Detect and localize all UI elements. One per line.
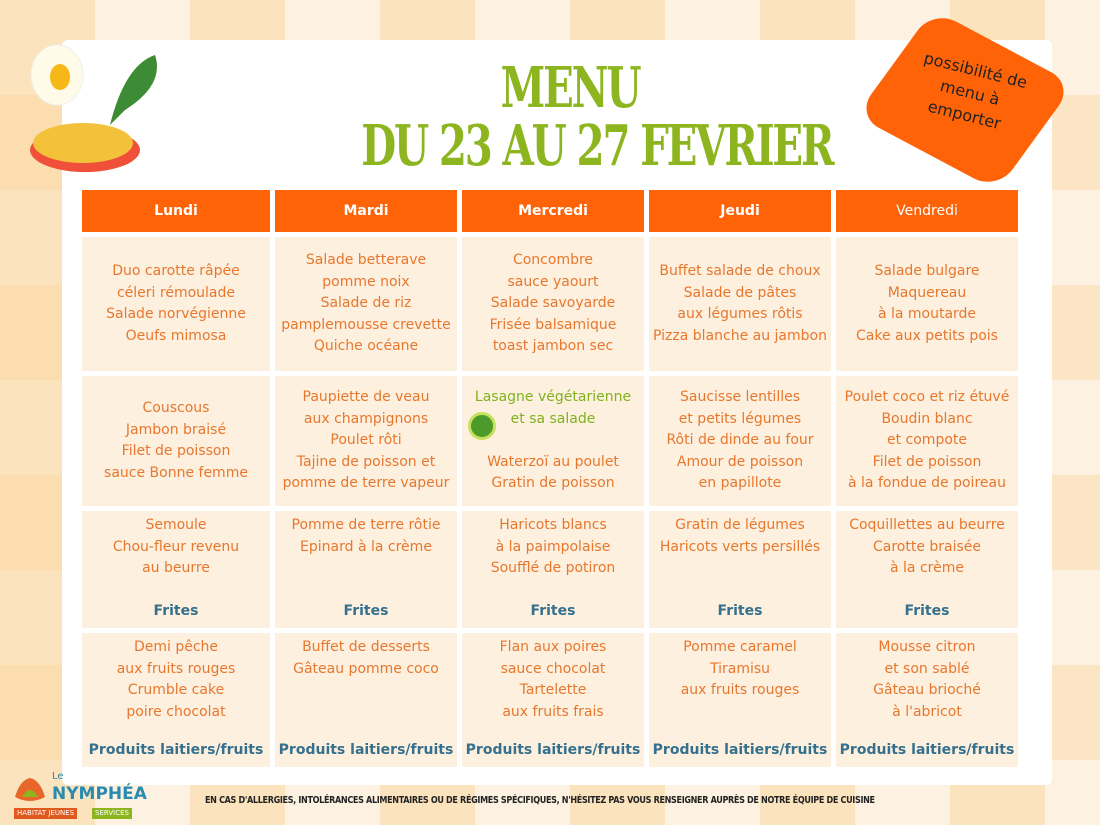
dish: pamplemousse crevette [281, 316, 451, 333]
menu-cell [275, 633, 457, 767]
dish: Frisée balsamique [489, 316, 617, 333]
dish: à l'abricot [892, 703, 962, 720]
dish: Pizza blanche au jambon [653, 327, 827, 344]
day-header-mardi: Mardi [275, 190, 457, 232]
dish: sauce yaourt [507, 273, 599, 290]
dish: Paupiette de veau [302, 389, 430, 406]
allergy-notice: EN CAS D'ALLERGIES, INTOLÉRANCES ALIMENTAIRES OU DE RÉGIMES SPÉCIFIQUES, N'HÉSITEZ PAS VOUS RENSEIGNER AUPRÈS DE NOTRE ÉQUIPE DE CUISINE [205, 795, 875, 806]
menu-table [82, 190, 1018, 767]
food-illustration-icon [15, 25, 175, 175]
menu-cell [275, 511, 457, 628]
dish: Boudin blanc [881, 410, 973, 427]
menu-cell [836, 633, 1018, 767]
dish: au beurre [142, 560, 210, 576]
dish: Filet de poisson [121, 443, 231, 459]
dish: céleri rémoulade [116, 284, 235, 301]
dish: Mousse citron [878, 639, 976, 655]
dish: et petits légumes [678, 410, 802, 427]
menu-cell [82, 376, 270, 506]
dish: Saucisse lentilles [679, 389, 801, 406]
dish: Gâteau brioché [873, 682, 981, 698]
dish: Cake aux petits pois [856, 327, 998, 344]
dish: Flan aux poires [499, 639, 607, 655]
dish: pomme de terre vapeur [282, 475, 450, 492]
dish: Salade savoyarde [490, 295, 616, 312]
dish: Tartelette [519, 682, 587, 698]
dish: aux champignons [303, 410, 429, 427]
dish: Jambon braisé [125, 421, 227, 438]
vegetarian-dish: Lasagne végétarienne [474, 389, 632, 406]
takeaway-badge-text: possibilité de menu à emporter [921, 48, 1030, 134]
cell-footer: Produits laitiers/fruits [839, 741, 1015, 758]
menu-cell [649, 511, 831, 628]
dish: Tajine de poisson et [296, 453, 436, 470]
dish: Duo carotte râpée [112, 263, 240, 279]
dish: sauce Bonne femme [104, 464, 248, 481]
dish: Demi pêche [133, 639, 219, 655]
dish: Salade bulgare [874, 263, 980, 279]
cell-footer: Frites [530, 602, 576, 619]
cell-footer: Frites [343, 602, 389, 619]
menu-cell [82, 237, 270, 371]
cell-footer: Produits laitiers/fruits [278, 741, 454, 758]
nymphea-logo-icon [12, 775, 52, 805]
cell-footer: Frites [904, 602, 950, 619]
dish: Salade de pâtes [683, 284, 797, 301]
dish: Crumble cake [127, 682, 225, 698]
cell-footer: Frites [717, 602, 763, 619]
menu-cell [836, 511, 1018, 628]
dish: Salade norvégienne [106, 306, 246, 322]
cell-footer: Produits laitiers/fruits [465, 741, 641, 758]
dish: sauce chocolat [500, 660, 606, 677]
menu-cell [649, 633, 831, 767]
cell-footer: Produits laitiers/fruits [652, 741, 828, 758]
menu-cell [82, 633, 270, 767]
menu-cell [462, 237, 644, 371]
dish: Concombre [512, 252, 594, 269]
dish: aux légumes rôtis [677, 306, 803, 322]
dish: Buffet salade de choux [659, 263, 821, 279]
day-header-vendredi: Vendredi [836, 190, 1018, 232]
menu-dates: DU 23 AU 27 FEVRIER [361, 113, 833, 179]
dish: toast jambon sec [492, 338, 614, 355]
dish: Maquereau [887, 284, 967, 301]
dish: Couscous [142, 400, 210, 416]
dish: Carotte braisée [872, 538, 982, 555]
dish: Pomme caramel [683, 639, 797, 655]
dish: Oeufs mimosa [125, 327, 227, 344]
logo-le: Le [52, 771, 64, 782]
menu-cell [82, 511, 270, 628]
menu-cell [649, 237, 831, 371]
dish: et compote [886, 432, 967, 449]
dish: aux fruits frais [502, 703, 604, 720]
dish: aux fruits rouges [680, 682, 800, 698]
day-header-lundi: Lundi [82, 190, 270, 232]
dish: en papillote [698, 475, 782, 492]
dish: Semoule [145, 517, 207, 533]
menu-cell [649, 376, 831, 506]
dish: à la fondue de poireau [848, 475, 1006, 492]
vegetarian-dish: et sa salade [510, 410, 596, 427]
dish: Gratin de poisson [491, 475, 615, 492]
logo-sub1: HABITAT JEUNES [14, 808, 77, 819]
dish: Soufflé de potiron [490, 560, 616, 576]
dish: à la paimpolaise [495, 538, 611, 555]
dish: Epinard à la crème [300, 538, 432, 555]
menu-cell [462, 511, 644, 628]
menu-cell [836, 376, 1018, 506]
menu-title: MENU [500, 55, 640, 121]
dish: Salade de riz [320, 295, 412, 312]
dish: Filet de poisson [872, 453, 982, 470]
dish: Buffet de desserts [302, 639, 430, 655]
menu-cell [275, 376, 457, 506]
dish: aux fruits rouges [116, 660, 236, 677]
dish: Gâteau pomme coco [293, 660, 439, 677]
cell-footer: Frites [153, 602, 199, 619]
logo-name: NYMPHÉA [52, 784, 147, 804]
dish: Haricots verts persillés [659, 538, 821, 555]
dish: Quiche océane [313, 338, 419, 355]
dish: à la moutarde [877, 306, 977, 322]
logo-sub2: SERVICES [92, 808, 132, 819]
dish: Salade betterave [305, 252, 427, 269]
dish: Poulet rôti [330, 432, 402, 449]
dish: Amour de poisson [676, 453, 804, 470]
vegetarian-icon [468, 412, 496, 440]
cell-footer: Produits laitiers/fruits [88, 741, 264, 758]
menu-cell [275, 237, 457, 371]
dish: Waterzoï au poulet [487, 453, 619, 470]
menu-cell [462, 376, 644, 506]
dish: Pomme de terre rôtie [291, 517, 441, 533]
dish: Poulet coco et riz étuvé [844, 389, 1010, 406]
dish: Haricots blancs [499, 517, 607, 533]
dish: Rôti de dinde au four [666, 432, 814, 449]
dish: pomme noix [322, 273, 410, 290]
dish: Chou-fleur revenu [112, 538, 240, 555]
dish: Gratin de légumes [675, 517, 805, 533]
dish: à la crème [890, 560, 964, 576]
dish: Tiramisu [709, 660, 771, 677]
day-header-mercredi: Mercredi [462, 190, 644, 232]
dish: poire chocolat [126, 703, 226, 720]
menu-cell [836, 237, 1018, 371]
dish: et son sablé [884, 660, 970, 677]
menu-cell [462, 633, 644, 767]
day-header-jeudi: Jeudi [649, 190, 831, 232]
dish: Coquillettes au beurre [849, 517, 1005, 533]
